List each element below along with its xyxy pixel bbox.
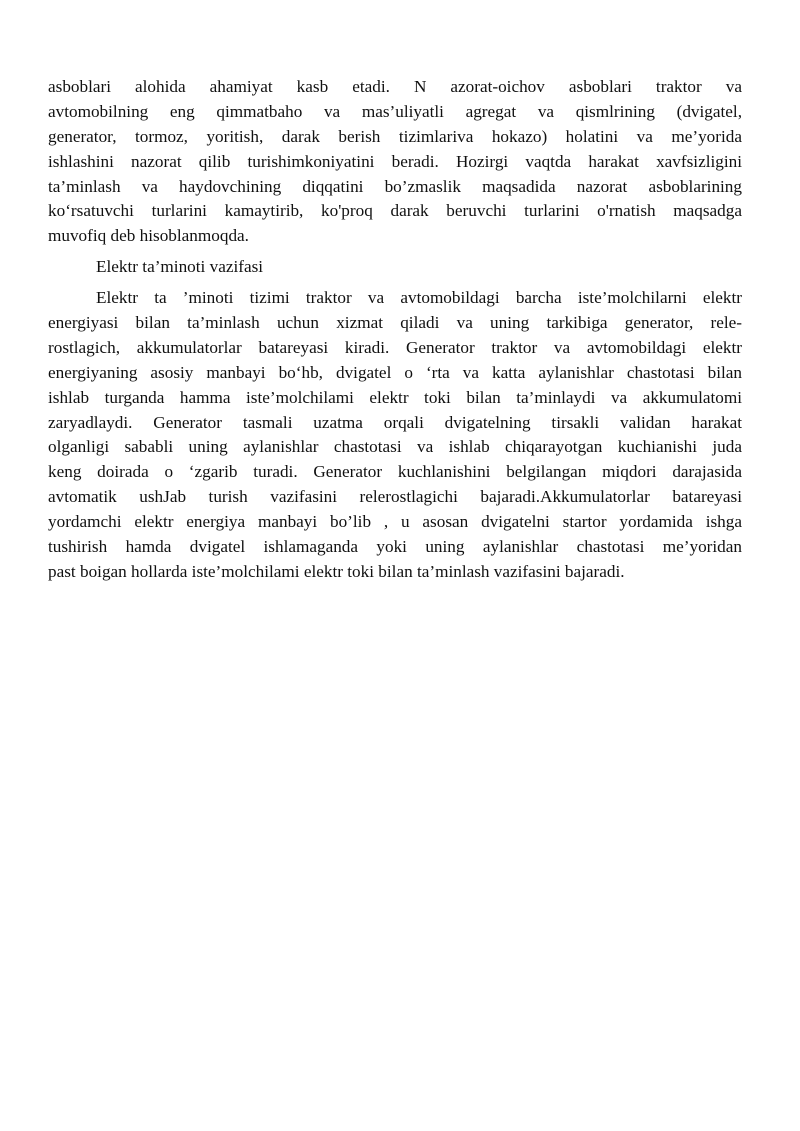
- paragraph-line: generator, tormoz, yoritish, darak berish tizimlariva hokazo) holatini va me’yorida: [48, 126, 742, 146]
- paragraph-line: ishlab turganda hamma iste’molchilami elektr toki bilan ta’minlaydi va akkumulatomi: [48, 387, 742, 407]
- paragraph-line: ishlashini nazorat qilib turishimkoniyatini beradi. Hozirgi vaqtda harakat xavfsizligini: [48, 151, 742, 171]
- paragraph-line: energiyasi bilan ta’minlash uchun xizmat qiladi va uning tarkibiga generator, rele-: [48, 313, 742, 333]
- section-heading: Elektr ta’minoti vazifasi: [96, 257, 264, 277]
- paragraph-line: muvofiq deb hisoblanmoqda.: [48, 226, 249, 246]
- paragraph-line: olganligi sababli uning aylanishlar chastotasi va ishlab chiqarayotgan kuchianishi juda: [48, 437, 742, 457]
- page-content: [48, 75, 742, 585]
- paragraph-line: asboblari alohida ahamiyat kasb etadi. N azorat-oichov asboblari traktor va: [48, 77, 742, 96]
- paragraph-line: yordamchi elektr energiya manbayi bo’lib , u asosan dvigatelni startor yordamida ishga: [48, 512, 742, 532]
- paragraph-intro: [48, 75, 742, 249]
- paragraph-line: ko‘rsatuvchi turlarini kamaytirib, ko'proq darak beruvchi turlarini o'rnatish maqsadga: [48, 201, 742, 221]
- paragraph-line: tushirish hamda dvigatel ishlamaganda yoki uning aylanishlar chastotasi me’yoridan: [48, 537, 742, 557]
- paragraph-line: rostlagich, akkumulatorlar batareyasi kiradi. Generator traktor va avtomobildagi elektr: [48, 337, 742, 357]
- paragraph-line: past boigan hollarda iste’molchilami elektr toki bilan ta’minlash vazifasini bajaradi.: [48, 561, 625, 581]
- paragraph-line: avtomobilning eng qimmatbaho va mas’uliyatli agregat va qismlrining (dvigatel,: [48, 101, 742, 121]
- paragraph-line: avtomatik ushJab turish vazifasini relerostlagichi bajaradi.Akkumulatorlar batareyasi: [48, 487, 742, 507]
- paragraph-electric-supply: [48, 286, 742, 585]
- paragraph-line: keng doirada o ‘zgarib turadi. Generator kuchlanishini belgilangan miqdori darajasida: [48, 462, 742, 482]
- paragraph-line: energiyaning asosiy manbayi bo‘hb, dvigatel o ‘rta va katta aylanishlar chastotasi bilan: [48, 362, 742, 382]
- paragraph-line: Elektr ta ’minoti tizimi traktor va avtomobildagi barcha iste’molchilarni elektr: [96, 288, 742, 308]
- paragraph-line: ta’minlash va haydovchining diqqatini bo’zmaslik maqsadida nazorat asboblarining: [48, 176, 742, 196]
- paragraph-line: zaryadlaydi. Generator tasmali uzatma orqali dvigatelning tirsakli validan harakat: [48, 412, 742, 432]
